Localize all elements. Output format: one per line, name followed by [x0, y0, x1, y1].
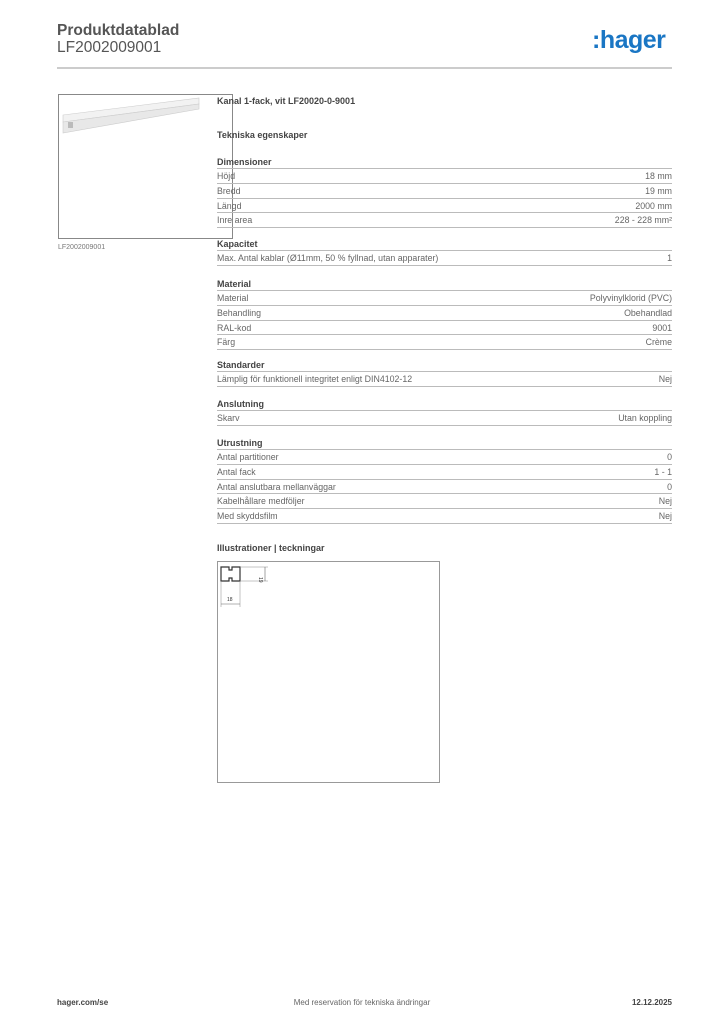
section-heading: Kapacitet	[217, 237, 672, 251]
spec-label: Inre area	[217, 215, 253, 226]
spec-row	[217, 480, 672, 495]
spec-value: Utan koppling	[618, 413, 672, 423]
spec-label: Med skyddsfilm	[217, 511, 278, 522]
spec-row	[217, 321, 672, 336]
spec-row	[217, 199, 672, 214]
spec-label: Antal fack	[217, 466, 256, 477]
spec-label: RAL-kod	[217, 322, 252, 333]
spec-value: 9001	[652, 322, 672, 333]
spec-row	[217, 450, 672, 465]
spec-row	[217, 411, 672, 426]
spec-label: Kabelhållare medföljer	[217, 496, 305, 507]
spec-value: 1	[667, 253, 672, 263]
spec-row	[217, 372, 672, 387]
footer-date: 12.12.2025	[631, 998, 672, 1007]
footer-note: Med reservation för tekniska ändringar	[293, 998, 431, 1007]
spec-value: 228 - 228 mm²	[614, 215, 672, 226]
spec-label: Skarv	[217, 413, 240, 423]
spec-section	[217, 358, 672, 387]
spec-label: Antal anslutbara mellanväggar	[217, 481, 336, 492]
spec-row	[217, 465, 672, 480]
spec-label: Max. Antal kablar (Ø11mm, 50 % fyllnad, utan apparater)	[217, 253, 439, 263]
spec-row	[217, 509, 672, 524]
spec-row	[217, 184, 672, 199]
spec-value: Nej	[658, 511, 672, 522]
spec-value: 0	[667, 481, 672, 492]
spec-row	[217, 291, 672, 306]
spec-row	[217, 494, 672, 509]
image-caption: LF2002009001	[58, 244, 106, 251]
spec-value: 2000 mm	[635, 200, 672, 211]
spec-value: Polyvinylklorid (PVC)	[589, 293, 672, 303]
spec-label: Bredd	[217, 185, 241, 196]
spec-value: 1 - 1	[654, 466, 672, 477]
spec-value: Obehandlad	[624, 307, 672, 318]
spec-value: Nej	[658, 374, 672, 384]
spec-row	[217, 335, 672, 350]
section-heading: Anslutning	[217, 397, 672, 411]
technical-properties-heading: Tekniska egenskaper	[217, 130, 308, 140]
height-dimension: 19	[257, 577, 263, 583]
section-heading: Utrustning	[217, 436, 672, 450]
spec-label: Höjd	[217, 171, 236, 181]
section-heading: Material	[217, 277, 672, 291]
illustrations-heading: Illustrationer | teckningar	[217, 543, 325, 553]
spec-value: Nej	[658, 496, 672, 507]
spec-label: Färg	[217, 337, 236, 348]
technical-drawing	[217, 561, 440, 783]
product-code: LF2002009001	[57, 39, 162, 56]
spec-section	[217, 155, 672, 228]
spec-label: Behandling	[217, 307, 262, 318]
spec-value: 0	[667, 452, 672, 462]
width-dimension: 18	[227, 597, 233, 603]
spec-label: Antal partitioner	[217, 452, 279, 462]
spec-row	[217, 306, 672, 321]
spec-value: Crème	[645, 337, 672, 348]
section-heading: Dimensioner	[217, 155, 672, 169]
page-title: Produktdatablad	[57, 22, 180, 39]
section-heading: Standarder	[217, 358, 672, 372]
spec-row	[217, 169, 672, 184]
spec-row	[217, 213, 672, 228]
spec-value: 19 mm	[645, 185, 672, 196]
spec-section	[217, 397, 672, 426]
product-title: Kanal 1-fack, vit LF20020-0-9001	[217, 96, 356, 106]
spec-section	[217, 436, 672, 524]
spec-value: 18 mm	[645, 171, 672, 181]
spec-label: Lämplig för funktionell integritet enligt DIN4102-12	[217, 374, 413, 384]
header-divider	[57, 67, 672, 69]
spec-section	[217, 237, 672, 266]
spec-label: Material	[217, 293, 249, 303]
spec-label: Längd	[217, 200, 242, 211]
hager-logo: :hager	[592, 26, 666, 54]
spec-row	[217, 251, 672, 266]
spec-section	[217, 277, 672, 350]
footer-website-link[interactable]: hager.com/se	[57, 998, 109, 1007]
